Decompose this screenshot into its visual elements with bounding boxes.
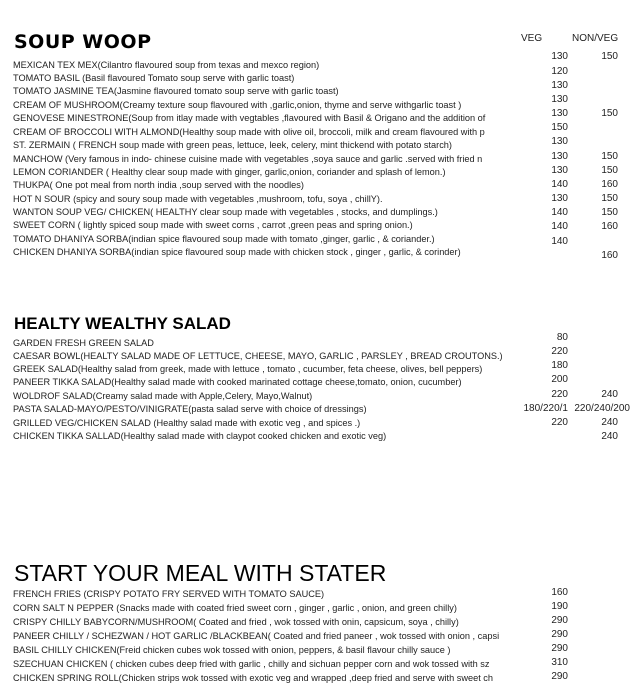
salad-veg-price: 180/220/1 — [523, 403, 568, 414]
starter-price: 290 — [551, 643, 568, 654]
soup-nonveg-price: 150 — [601, 108, 618, 119]
soup-veg-price: 130 — [551, 151, 568, 162]
salad-nonveg-price: 240 — [601, 417, 618, 428]
soup-veg-price: 130 — [551, 80, 568, 91]
salad-section-title: HEALTY WEALTHY SALAD — [14, 314, 231, 333]
soup-item-name: CREAM OF MUSHROOM(Creamy texture soup flavoured with ,garlic,onion, thyme and serve withgarlic toast ) — [13, 100, 462, 110]
soup-item-name: WANTON SOUP VEG/ CHICKEN( HEALTHY clear soup made with vegetables , stocks, and dumplings.) — [13, 207, 438, 217]
soup-section-title: SOUP WOOP — [14, 31, 152, 53]
soup-item-name: MANCHOW (Very famous in indo- chinese cuisine made with vegetables ,soya sauce and garlic .served with fried n — [13, 154, 483, 164]
soup-item-name: CREAM OF BROCCOLI WITH ALMOND(Healthy soup made with olive oil, broccoli, milk and cream flavoured with p — [13, 127, 485, 137]
soup-item-name: TOMATO BASIL (Basil flavoured Tomato soup serve with garlic toast) — [13, 73, 295, 83]
salad-item-name: CHICKEN TIKKA SALLAD(Healthy salad made with claypot cooked chicken and exotic veg) — [13, 431, 387, 441]
soup-item-name: GENOVESE MINESTRONE(Soup from itlay made with vegtables ,flavoured with Basil & Origano and the addition of — [13, 113, 486, 123]
starter-item-name: FRENCH FRIES (CRISPY POTATO FRY SERVED WITH TOMATO SAUCE) — [13, 589, 325, 599]
starter-price: 290 — [551, 671, 568, 682]
soup-item-name: TOMATO DHANIYA SORBA(indian spice flavoured soup made with tomato ,ginger, garlic , & coriander.) — [13, 234, 435, 244]
soup-veg-price: 140 — [551, 221, 568, 232]
salad-veg-price: 220 — [551, 346, 568, 357]
soup-nonveg-price: 150 — [601, 51, 618, 62]
salad-item-name: CAESAR BOWL(HEALTY SALAD MADE OF LETTUCE, CHEESE, MAYO, GARLIC , PARSLEY , BREAD CROUTONS.) — [13, 351, 503, 361]
soup-veg-price: 130 — [551, 94, 568, 105]
soup-nonveg-price: 150 — [601, 207, 618, 218]
starter-price: 190 — [551, 601, 568, 612]
starter-price: 160 — [551, 587, 568, 598]
salad-veg-price: 180 — [551, 360, 568, 371]
salad-item-name: PANEER TIKKA SALAD(Healthy salad made with cooked marinated cottage cheese,tomato, onion, cucumber) — [13, 377, 462, 387]
soup-veg-price: 150 — [551, 122, 568, 133]
starter-section-title: START YOUR MEAL WITH STATER — [14, 560, 387, 586]
salad-item-name: PASTA SALAD-MAYO/PESTO/VINIGRATE(pasta salad serve with choice of dressings) — [13, 404, 367, 414]
soup-nonveg-price: 160 — [601, 250, 618, 261]
soup-item-name: THUKPA( One pot meal from north india ,soup served with the noodles) — [13, 180, 304, 190]
salad-item-name: GARDEN FRESH GREEN SALAD — [13, 338, 154, 348]
soup-veg-price: 130 — [551, 108, 568, 119]
soup-veg-price: 120 — [551, 66, 568, 77]
soup-item-name: SWEET CORN ( lightly spiced soup made with sweet corns , carrot ,green peas and spring onion.) — [13, 220, 413, 230]
soup-veg-price: 140 — [551, 236, 568, 247]
soup-nonveg-price: 160 — [601, 221, 618, 232]
soup-item-name: LEMON CORIANDER ( Healthy clear soup made with ginger, garlic,onion, coriander and splash of lemon.) — [13, 167, 446, 177]
soup-veg-price: 130 — [551, 193, 568, 204]
salad-nonveg-price: 240 — [601, 431, 618, 442]
soup-nonveg-price: 150 — [601, 165, 618, 176]
soup-veg-price: 130 — [551, 136, 568, 147]
salad-item-name: GREEK SALAD(Healthy salad from greek, made with lettuce , tomato , cucumber, feta cheese, olives, bell peppers) — [13, 364, 483, 374]
starter-item-name: SZECHUAN CHICKEN ( chicken cubes deep fried with garlic , chilly and sichuan pepper corn and wok tossed with sz — [13, 659, 490, 669]
nonveg-column-header: NON/VEG — [572, 33, 619, 44]
starter-price: 310 — [551, 657, 568, 668]
starter-item-name: PANEER CHILLY / SCHEZWAN / HOT GARLIC /BLACKBEAN( Coated and fried paneer , wok tossed with onion , capsi — [13, 631, 500, 641]
soup-item-name: MEXICAN TEX MEX(Cilantro flavoured soup from texas and mexco region) — [13, 60, 320, 70]
salad-veg-price: 80 — [556, 332, 568, 343]
salad-veg-price: 220 — [551, 389, 568, 400]
soup-veg-price: 140 — [551, 179, 568, 190]
starter-price: 290 — [551, 629, 568, 640]
soup-item-name: ST. ZERMAIN ( FRENCH soup made with green peas, lettuce, leek, celery, mint thickend with potato starch) — [13, 140, 452, 150]
soup-nonveg-price: 150 — [601, 193, 618, 204]
salad-veg-price: 200 — [551, 374, 568, 385]
soup-nonveg-price: 150 — [601, 151, 618, 162]
soup-item-name: HOT N SOUR (spicy and soury soup made with vegetables ,mushroom, tofu, soya , chillY). — [13, 194, 383, 204]
starter-price: 290 — [551, 615, 568, 626]
soup-item-name: CHICKEN DHANIYA SORBA(indian spice flavoured soup made with chicken stock , ginger , garlic, & corinder) — [13, 247, 461, 257]
salad-veg-price: 220 — [551, 417, 568, 428]
starter-item-name: BASIL CHILLY CHICKEN(Freid chicken cubes wok tossed with onion, peppers, & basil flavour chilly sauce ) — [13, 645, 451, 655]
starter-item-name: CORN SALT N PEPPER (Snacks made with coated fried sweet corn , ginger , garlic , onion, and green chilly) — [13, 603, 457, 613]
salad-nonveg-price: 220/240/200 — [574, 403, 630, 414]
soup-veg-price: 130 — [551, 51, 568, 62]
soup-item-name: TOMATO JASMINE TEA(Jasmine flavoured tomato soup serve with garlic toast) — [13, 86, 339, 96]
salad-item-name: WOLDROF SALAD(Creamy salad made with Apple,Celery, Mayo,Walnut) — [13, 391, 313, 401]
starter-item-name: CHICKEN SPRING ROLL(Chicken strips wok tossed with exotic veg and wrapped ,deep fried and serve with sweet ch — [13, 673, 494, 683]
soup-veg-price: 140 — [551, 207, 568, 218]
veg-column-header: VEG — [521, 33, 543, 44]
starter-item-name: CRISPY CHILLY BABYCORN/MUSHROOM( Coated and fried , wok tossed with onin, capsicum, soya , chilly) — [13, 617, 459, 627]
soup-veg-price: 130 — [551, 165, 568, 176]
salad-item-name: GRILLED VEG/CHICKEN SALAD (Healthy salad made with exotic veg , and spices .) — [13, 418, 361, 428]
salad-nonveg-price: 240 — [601, 389, 618, 400]
soup-nonveg-price: 160 — [601, 179, 618, 190]
